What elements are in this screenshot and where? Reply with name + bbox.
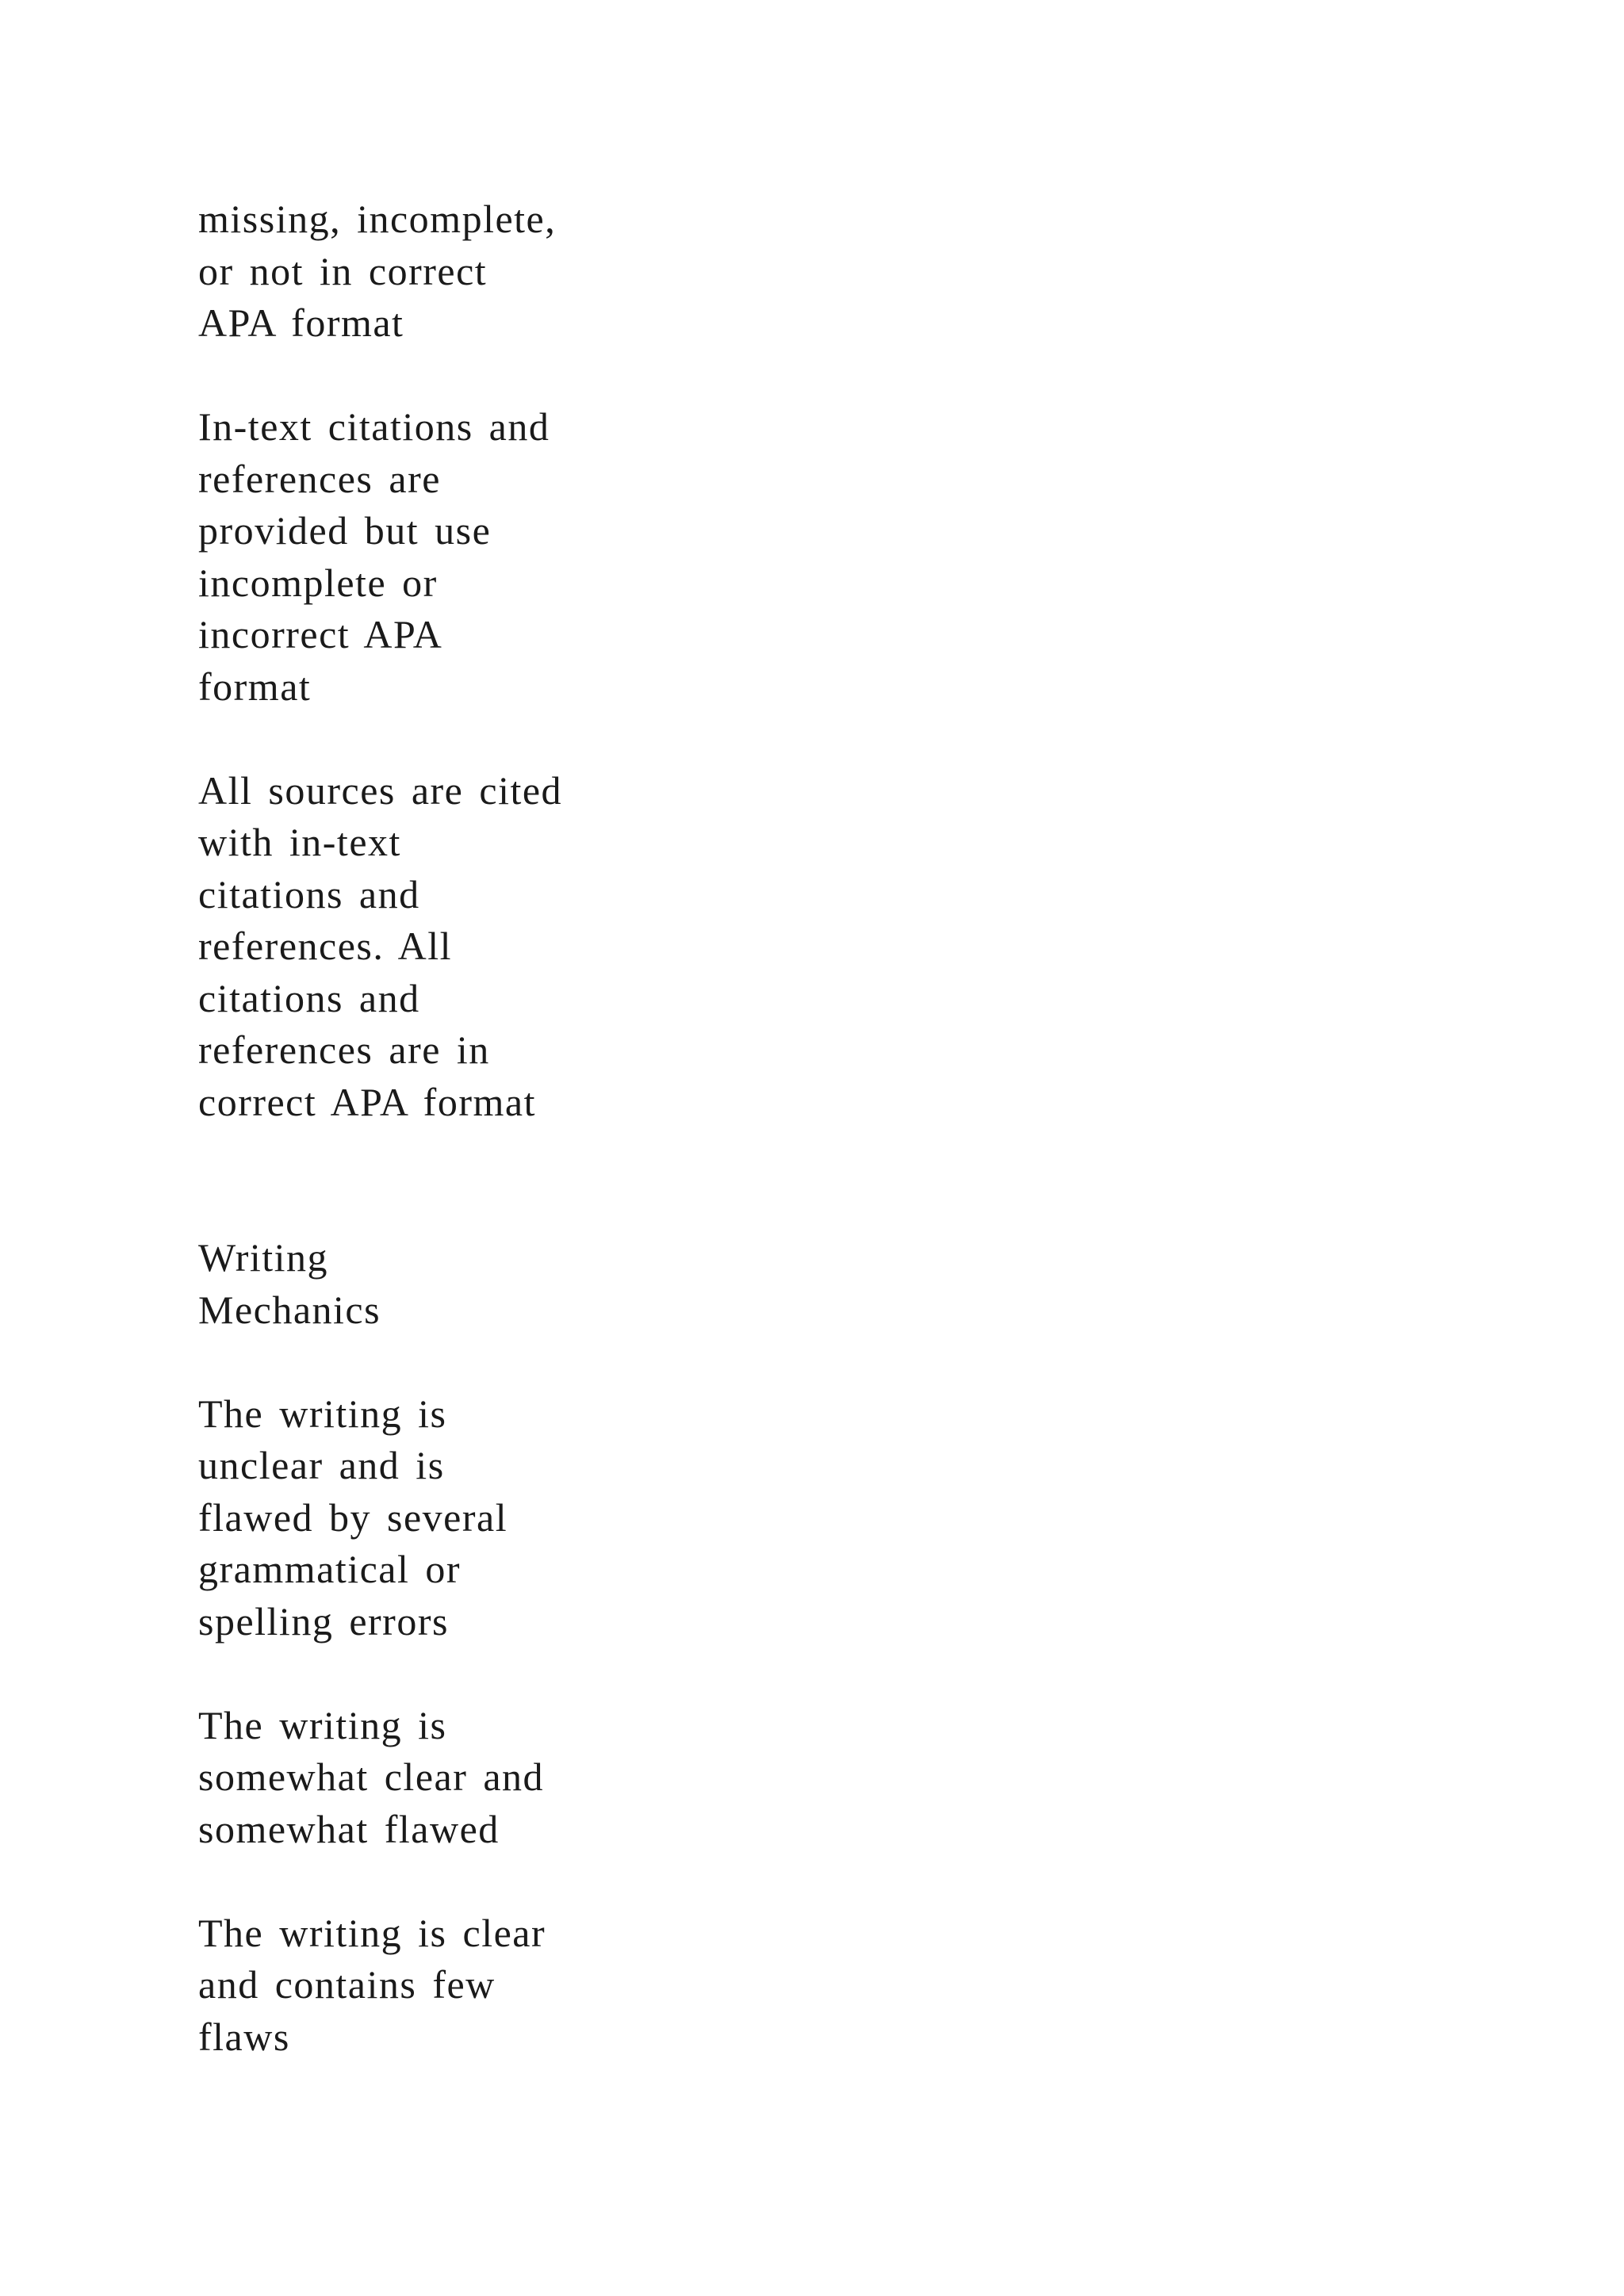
text-line: missing, incomplete,: [198, 197, 557, 241]
text-line: with in-text: [198, 820, 401, 864]
text-line: In-text citations and: [198, 404, 550, 449]
text-line: provided but use: [198, 508, 492, 553]
text-line: and contains few: [198, 1962, 496, 2007]
text-line: incorrect APA: [198, 612, 443, 656]
text-line: The writing is clear: [198, 1910, 546, 1955]
text-line: All sources are cited: [198, 767, 563, 813]
rubric-text-column: [198, 193, 642, 2063]
text-line: unclear and is: [198, 1443, 445, 1487]
writing-fair-criterion: [198, 1700, 642, 1856]
text-line: grammatical or: [198, 1547, 462, 1591]
writing-good-criterion: [198, 1908, 642, 2064]
text-line: references are in: [198, 1027, 490, 1072]
text-line: somewhat clear and: [198, 1755, 545, 1799]
text-line: or not in correct: [198, 248, 488, 293]
writing-mechanics-heading: [198, 1232, 642, 1336]
text-line: APA format: [198, 300, 404, 345]
text-line: flawed by several: [198, 1494, 508, 1540]
text-line: Mechanics: [198, 1287, 381, 1332]
apa-format-good-criterion: [198, 765, 642, 1129]
text-line: The writing is: [198, 1391, 447, 1436]
text-line: Writing: [198, 1235, 329, 1280]
text-line: correct APA format: [198, 1079, 536, 1124]
text-line: somewhat flawed: [198, 1806, 500, 1851]
apa-format-poor-criterion: [198, 193, 642, 350]
text-line: flaws: [198, 2014, 290, 2059]
text-line: spelling errors: [198, 1598, 449, 1644]
text-line: format: [198, 664, 312, 709]
apa-format-fair-criterion: [198, 401, 642, 713]
writing-poor-criterion: [198, 1388, 642, 1648]
text-line: references are: [198, 456, 441, 501]
text-line: citations and: [198, 871, 420, 916]
text-line: incomplete or: [198, 560, 438, 605]
text-line: references. All: [198, 924, 453, 968]
text-line: citations and: [198, 975, 420, 1020]
text-line: The writing is: [198, 1702, 447, 1747]
